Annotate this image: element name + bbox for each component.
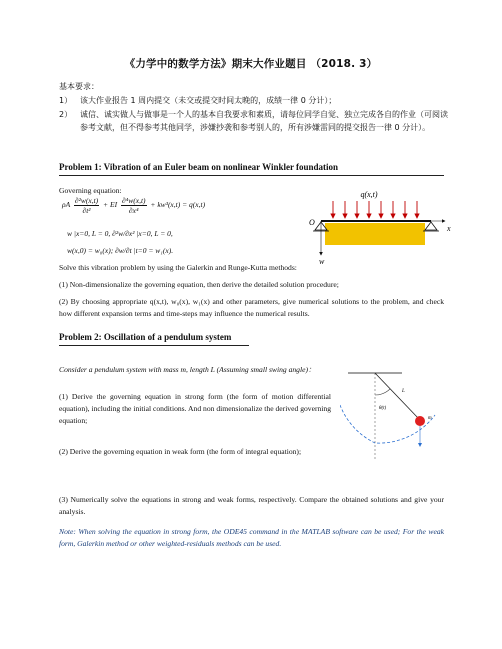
requirements-heading: 基本要求：: [59, 82, 99, 91]
eq-frac-num: ∂⁴w(x,t): [121, 196, 146, 205]
initial-conditions: w(x,0) = w₀(x); ∂w/∂t |t=0 = w₁(x).: [67, 246, 174, 255]
problem1-rule: [59, 175, 444, 176]
beam-figure: [285, 183, 455, 265]
eq-frac-num: ∂²w(x,t): [74, 196, 99, 205]
length-label: L: [402, 389, 405, 394]
foundation-block: [325, 223, 425, 245]
x-label: x: [447, 224, 451, 233]
origin-label: O: [309, 218, 315, 227]
problem1-item1: (1) Non-dimensionalize the governing equation, then derive the detailed solution procedure;: [59, 280, 339, 289]
requirement-text: 该大作业报告 1 周内提交（未交或提交时间太晚的，成绩一律 0 分计）；: [80, 96, 337, 105]
angle-label: θ(t): [379, 406, 387, 411]
w-label: w: [319, 257, 325, 265]
mass-label: m: [428, 416, 432, 421]
problem2-heading: Problem 2: Oscillation of a pendulum system: [59, 332, 232, 342]
eq-frac-time: [74, 196, 99, 215]
eq-frac-den: ∂t²: [82, 206, 91, 215]
angle-arc: [375, 389, 390, 395]
eq-frac-den: ∂x⁴: [128, 206, 139, 215]
requirement-text: 诚信、诚实做人与做事是一个人的基本自我要求和素质，请每位同学自觉、独立完成各自的作业（可阅读参考文献，但不得参考其他同学，涉嫌抄袭和参考别人的，所有涉嫌雷同的提交报告一律 0 分计）。: [80, 110, 448, 132]
load-label: q(x,t): [360, 190, 378, 199]
problem2-note: Note: When solving the equation in strong form, the ODE45 command in the MATLAB software can be used; For the weak form, Galerkin method or other weighted-residuals methods can be used.: [59, 527, 444, 548]
eq-rest: + kw³(x,t) = q(x,t): [150, 200, 206, 210]
problem2-item2: (2) Derive the governing equation in weak form (the form of integral equation);: [59, 447, 302, 456]
problem2-item3: (3) Numerically solve the equations in strong and weak forms, respectively. Compare the obtained solutions and give your analysis.: [59, 495, 444, 516]
eq-frac-space: [121, 196, 147, 215]
eq-plusEI: + EI: [103, 200, 118, 210]
solve-text: Solve this vibration problem by using the Galerkin and Runge-Kutta methods:: [59, 263, 297, 272]
requirement-item: [59, 108, 449, 150]
requirement-number: 1）: [59, 96, 73, 105]
pendulum-rod: [375, 373, 419, 419]
pendulum-figure: [340, 365, 450, 475]
problem2-rule: [59, 345, 249, 346]
problem1-heading: Problem 1: Vibration of an Euler beam on nonlinear Winkler foundation: [59, 162, 339, 172]
requirement-item: [59, 94, 449, 107]
right-support: [425, 222, 437, 230]
governing-label: Governing equation:: [59, 186, 122, 195]
boundary-conditions: w |x=0, L = 0, ∂²w/∂x² |x=0, L = 0,: [67, 229, 173, 238]
problem2-item1: (1) Derive the governing equation in strong form (the form of motion differential equation), including the initial conditions. And non dimensionalize the derived governing equation;: [59, 392, 331, 425]
load-arrows: [333, 201, 417, 218]
eq-rhoA: ρA: [62, 200, 71, 210]
problem1-item2: (2) By choosing appropriate q(x,t), w₀(x), w₁(x) and other parameters, give numerical solutions to the problem, and check how different expansion terms and time-steps may influence the numerical results.: [59, 297, 444, 318]
requirement-number: 2）: [59, 110, 73, 119]
page-title: 《力学中的数学方法》期末大作业题目 （2018. 3）: [124, 58, 378, 70]
problem2-intro: Consider a pendulum system with mass m, length L (Assuming small swing angle)：: [59, 365, 316, 374]
pendulum-bob: [415, 416, 425, 426]
governing-equation: [62, 196, 205, 215]
